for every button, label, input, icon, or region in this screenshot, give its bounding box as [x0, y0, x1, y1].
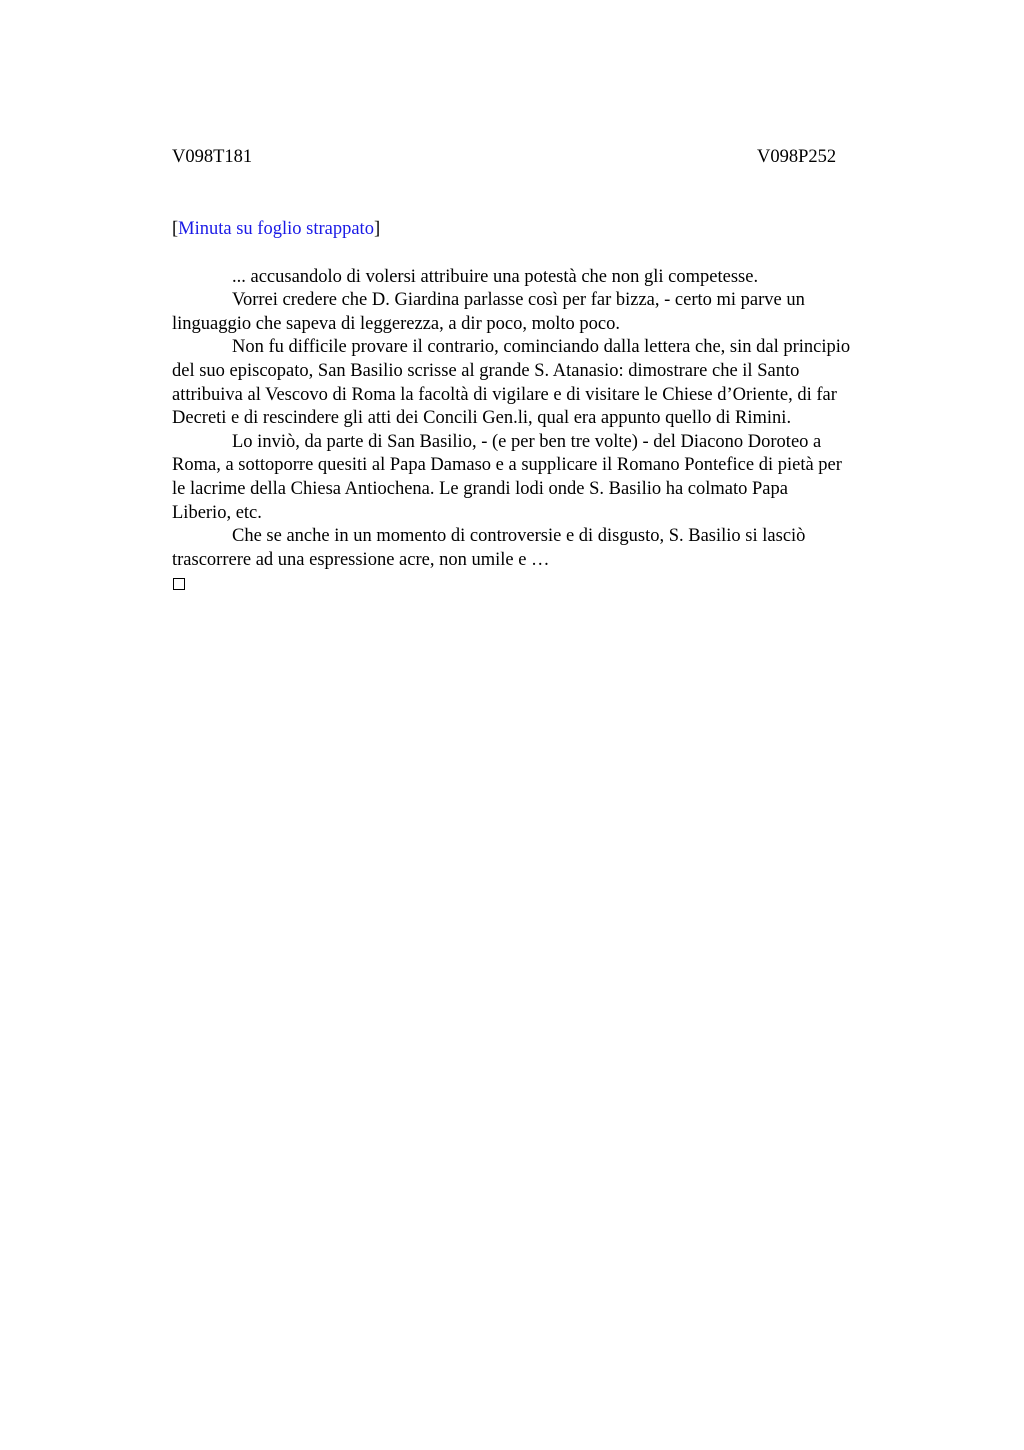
paragraph-line: del suo episcopato, San Basilio scrisse al grande S. Atanasio: dimostrare che il Santo	[172, 360, 800, 381]
paragraph	[172, 525, 924, 572]
paragraph-line: Liberio, etc.	[172, 502, 262, 523]
paragraph-line: Che se anche in un momento di controversie e di disgusto, S. Basilio si lasciò	[232, 526, 806, 547]
paragraph-line: Lo inviò, da parte di San Basilio, - (e per ben tre volte) - del Diacono Doroteo a	[232, 431, 822, 452]
paragraph-line: attribuiva al Vescovo di Roma la facoltà di vigilare e di visitare le Chiese d’Oriente, di far	[172, 384, 837, 405]
letter-body	[172, 266, 924, 591]
paragraph-line: Vorrei credere che D. Giardina parlasse così per far bizza, - certo mi parve un	[232, 290, 805, 311]
paragraph-line: le lacrime della Chiesa Antiochena. Le grandi lodi onde S. Basilio ha colmato Papa	[172, 478, 788, 499]
document-code-right: V098P252	[757, 147, 837, 167]
paragraph-line: ... accusandolo di volersi attribuire una potestà che non gli competesse.	[232, 266, 759, 287]
paragraph	[172, 289, 924, 336]
paragraph-line: Decreti e di rescindere gli atti dei Concili Gen.li, qual era appunto quello di Rimini.	[172, 408, 792, 429]
paragraph-line: trascorrere ad una espressione acre, non umile e …	[172, 549, 550, 570]
paragraph-line: Roma, a sottoporre quesiti al Papa Damaso e a supplicare il Romano Pontefice di pietà per	[172, 455, 842, 476]
note-close-bracket: ]	[373, 219, 381, 239]
paragraph-line: Non fu difficile provare il contrario, cominciando dalla lettera che, sin dal principio	[232, 337, 851, 358]
note-text: Minuta su foglio strappato	[178, 219, 374, 239]
paragraph	[172, 336, 924, 430]
paragraph	[172, 431, 924, 525]
end-mark-box-icon	[173, 578, 185, 590]
paragraph-line: linguaggio che sapeva di leggerezza, a dir poco, molto poco.	[172, 313, 620, 334]
page-header	[172, 146, 924, 170]
note-open-bracket: [	[172, 219, 179, 239]
document-page	[172, 146, 924, 590]
editorial-note	[172, 218, 924, 242]
document-code-left: V098T181	[172, 147, 253, 167]
paragraph	[172, 266, 924, 290]
